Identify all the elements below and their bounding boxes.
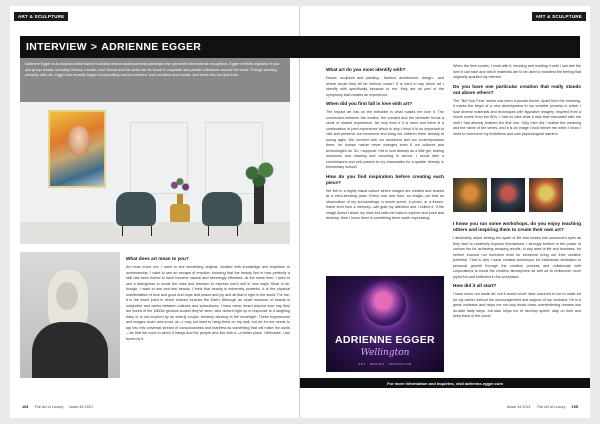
intro-text: Adrienne Egger is an Austrian artist based in Austria whose award-winning paintings have garnered international recognition. Egger exhibits regularly in solo and group shows, including Vienna, London, and Vienna and her work can be found in corporate and private collections around the world. Though working primarily with oils, Egger has recently begun incorporating various textures, such as fabric and metals, and these into her and work. — [20, 58, 290, 102]
artwork-thumbnail-1 — [453, 178, 487, 212]
living-room-photo — [20, 102, 290, 244]
potted-plant — [254, 184, 264, 224]
banner-prefix: INTERVIEW — [26, 41, 87, 53]
question-heading: What does art mean to you? — [126, 256, 189, 261]
left-column-text — [126, 253, 290, 344]
answer-paragraph: Dance, sculpture and painting... fashion, architecture, design... and where would they all be without music? It is hard to say which art I identify with specifically because to me, they are all part of the symphony that creates an experience. — [326, 76, 444, 97]
page-number: 105 — [571, 405, 578, 409]
question-heading: What art do you most identify with? — [326, 67, 406, 72]
page-number: 104 — [22, 405, 29, 409]
question-heading: When did you first fall in love with art? — [326, 101, 412, 106]
question-heading: How did it all start? — [453, 283, 497, 288]
answer-paragraph: The "Bill Your Fear" series has been a pivotal theme. Apart from the meaning, it marks the begin of a new development in my creative process in which I fuse diverse materials and techniques with figurative imagery. Inspired from a movie scene from the 80's, I had no idea what it was that resonated with me until I had already finished the first one. Only then did I realise the meaning and the name of the series, and it is an image I hold before me when I know I need to overcome my inhibitions and own psychological barriers. — [453, 98, 581, 136]
issue-label: Issue 44 2021 — [506, 405, 531, 409]
footer-left — [22, 405, 93, 409]
section-tag-right: ART & SCULPTURE — [532, 12, 586, 21]
flower-bouquet — [166, 178, 194, 196]
website-footer-bar: For more information and inquiries, visit adrienne-egger.com — [300, 378, 590, 388]
painting-artwork — [48, 110, 106, 188]
answer-paragraph: I absolutely adore seeing the spark of life that comes into someone's eyes as they start to creatively express themselves. I strongly believe in the power of curious fun for achieving amazing results, in any area of life and business, for neither burnout nor boredom exist for someone living out their creative potential. That is why I have created workshops for individuals dedicated to personal growth through the creative process and collaborate with corporations to boost the creative atmosphere as well as to rediscover more joyful fun and fulfilment in the workplace. — [453, 236, 581, 279]
banner-name: ADRIENNE EGGER — [101, 41, 202, 53]
armchair-right — [202, 192, 242, 226]
middle-column-text — [326, 64, 444, 224]
answer-paragraph: Art must move me. I want to see something original, created with knowledge and expertise of workmanship. I want to see an escape of emotion, knowing that the beauty lies in how perfectly a skill has been honed to have become natural and seemingly effortless. At the same time, I want to see a daringness to break the rules and freedom to express one's self in new ways. Most of all, though, I want to see and feel beauty. I think that beauty is extremely powerful. It is the physical manifestation of love and good and hope and peace and joy and all that is right in the world. For me, it is the exact point in which heaven touches the Earth. Although an exact measure of beauty is subjective and varies between cultures and subcultures, I have never heard anyone ever say they are bored of the 1800th glorious sunset they've seen, who doesn't light up in response to a laughing baby or is not touched by an elderly couple, tenderly dancing in the moonlight. These experiences and images touch and move us—I may not want to hang them on my wall, but art for me needs to tap into this universal stream of consciousness and manifest as something that will make the world—be that the room in which it hangs and the people who live with it—a better place. Otherwise, I am bored by it. — [126, 265, 290, 341]
question-heading: How do you find inspiration before creating each piece? — [326, 173, 444, 185]
floor — [20, 222, 290, 244]
issue-label: Issue 44 2021 — [69, 405, 94, 409]
right-column-text-top — [453, 64, 581, 139]
armchair-left — [116, 192, 156, 226]
section-tag-left: ART & SCULPTURE — [14, 12, 68, 21]
banner-separator: > — [90, 41, 98, 53]
question-heading: I know you run some workshops, do you enjoy teaching others and inspiring them to create their own art? — [453, 221, 581, 232]
magazine-name: The Art of Luxury — [536, 405, 566, 409]
side-table — [170, 204, 190, 222]
poster-script: Wellington — [360, 348, 410, 358]
artist-portrait-photo — [20, 252, 120, 378]
answer-paragraph: We live in a highly visual culture where images are created and shared at a mind-bending pace. Every now and then, an image—be that an observation of my surroundings, a movie scene, a photo, or a freeze-frame shot from a memory—will grab my attention and I collect it. If the image doesn't leave my mind but calls me back to explore and push and develop, then I know there is something there worth expressing. — [326, 188, 444, 220]
page-spine — [299, 6, 300, 418]
adrienne-egger-poster — [326, 276, 444, 372]
right-column-text-bottom — [453, 218, 581, 322]
answer-paragraph: I have never not made art, but it would never have occurred to me to make art for my career without the encouragement and support of my husband. He is a great motivator and helps me not only break down overwhelming dreams into do-able daily steps, but also helps me to develop speed, stay on time and keep track of the clock! — [453, 292, 581, 318]
interview-banner — [20, 36, 580, 58]
poster-small-text: ART · DESIGN · INNOVATION — [358, 362, 412, 366]
painting-face — [68, 126, 90, 156]
artwork-thumbnail-3 — [529, 178, 563, 212]
portrait-face — [56, 282, 78, 310]
portrait-body — [32, 322, 108, 378]
poster-name: ADRIENNE EGGER — [335, 334, 435, 346]
answer-paragraph: When the time comes, I work with it, bending and molding it until I can see the form it can take and which materials are to be used to manifest the feeling that originally sparked my interest. — [453, 64, 581, 79]
magazine-name: The Art of Luxury — [34, 405, 64, 409]
answer-paragraph: The impact art has on the beholder is what makes me love it. The connection between the creator, the created and the beholder forms a circle of shared experience. Art only lives if it is seen and there is a continuation of joint experience which is why I think it is so important to visit and preserve our museums and bring our children there already at young ages. We connect with our ancestors and our contemporaries there, for human nature never changes even if our cultures and technologies do. So, I suppose I fell in love already as a little girl, visiting museums and drawing and colouring in school. I would take a commissions and sell posters to my classmates for a quarter already in elementary school! — [326, 110, 444, 169]
footer-right — [507, 405, 578, 409]
question-heading: Do you have one particular creation that really stands out above others? — [453, 83, 581, 95]
artwork-thumbnail-2 — [491, 178, 525, 212]
poster-logo-icon — [364, 284, 406, 326]
